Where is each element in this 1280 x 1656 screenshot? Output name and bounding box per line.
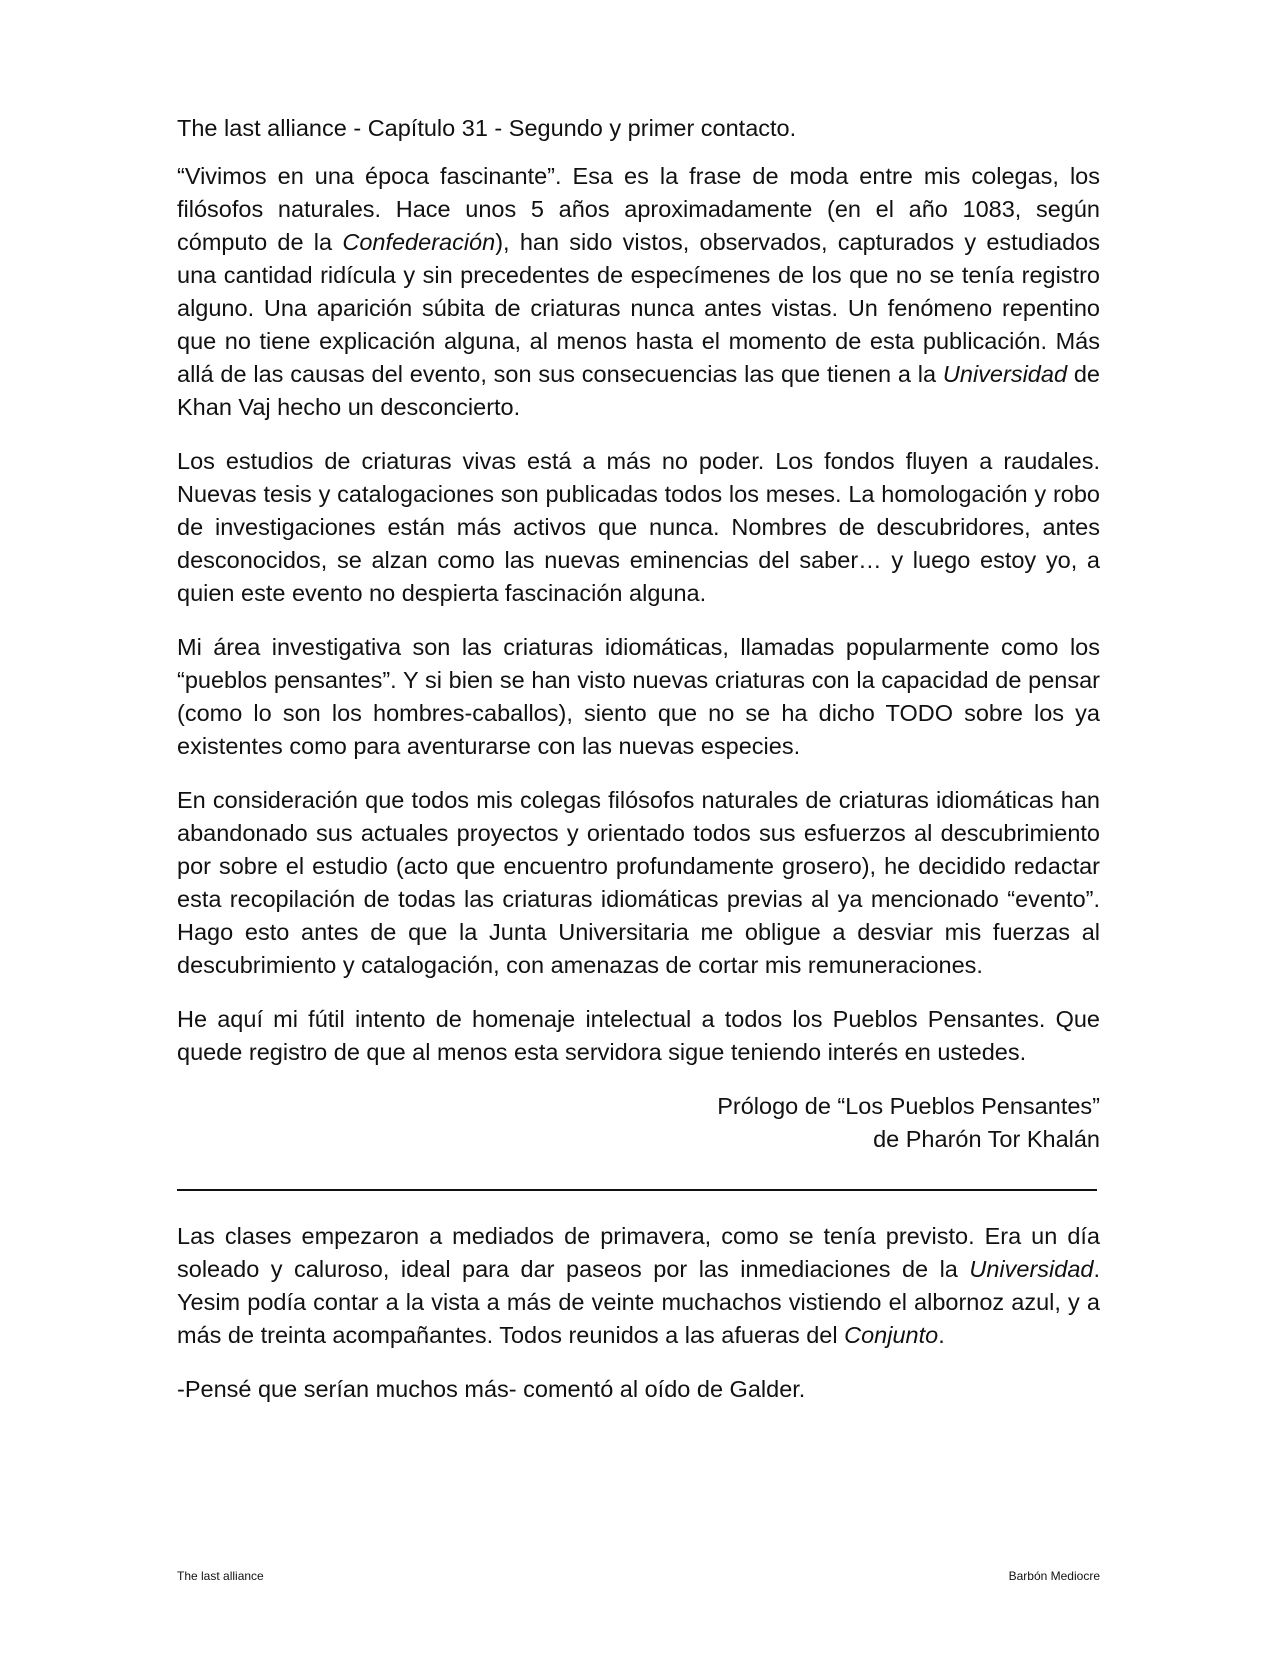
footer-author: Barbón Mediocre <box>1008 1569 1100 1583</box>
text-run: “Vivimos en una época fascinante”. Esa es la frase de moda entre mis colegas, los filósofos naturales. Hace unos 5 años aproximadamente (en el año 1083, según cómputo de la <box>177 163 1100 255</box>
prologue-paragraph-1 <box>177 160 1100 424</box>
story-paragraph-1 <box>177 1220 1100 1352</box>
italic-term-universidad: Universidad <box>969 1256 1094 1282</box>
document-page <box>177 112 1100 1427</box>
prologue-paragraph-4: En consideración que todos mis colegas filósofos naturales de criaturas idiomáticas han abandonado sus actuales proyectos y orientado todos sus esfuerzos al descubrimiento por sobre el estudio (acto que encuentro profundamente grosero), he decidido redactar esta recopilación de todas las criaturas idiomáticas previas al ya mencionado “evento”. Hago esto antes de que la Junta Universitaria me obligue a desviar mis fuerzas al descubrimiento y catalogación, con amenazas de cortar mis remuneraciones. <box>177 787 1100 978</box>
text-run: . <box>938 1322 945 1348</box>
prologue-paragraph-3: Mi área investigativa son las criaturas idiomáticas, llamadas popularmente como los “pueblos pensantes”. Y si bien se han visto nuevas criaturas con la capacidad de pensar (como lo son los hombres-caballos), siento que no se ha dicho TODO sobre los ya existentes como para aventurarse con las nuevas especies. <box>177 634 1100 759</box>
footer-book-title: The last alliance <box>177 1569 264 1583</box>
prologue-attribution <box>177 1090 1100 1156</box>
italic-term-conjunto: Conjunto <box>844 1322 939 1348</box>
text-run: Las clases empezaron a mediados de primavera, como se tenía previsto. Era un día soleado y caluroso, ideal para dar paseos por las inmediaciones de la <box>177 1223 1100 1282</box>
italic-term-universidad: Universidad <box>942 361 1068 387</box>
prologue-paragraph-2: Los estudios de criaturas vivas está a más no poder. Los fondos fluyen a raudales. Nuevas tesis y catalogaciones son publicadas todos los meses. La homologación y robo de investigaciones están más activos que nunca. Nombres de descubridores, antes desconocidos, se alzan como las nuevas eminencias del saber… y luego estoy yo, a quien este evento no despierta fascinación alguna. <box>177 448 1100 606</box>
section-divider <box>177 1189 1097 1191</box>
italic-term-confederacion: Confederación <box>342 229 496 255</box>
chapter-title: The last alliance - Capítulo 31 - Segundo y primer contacto. <box>177 115 797 141</box>
text-run: . Yesim podía contar a la vista a más de veinte muchachos vistiendo el albornoz azul, y a más de treinta acompañantes. Todos reunidos a las afueras del <box>177 1256 1100 1348</box>
text-run: ), han sido vistos, observados, capturados y estudiados una cantidad ridícula y sin precedentes de especímenes de los que no se tenía registro alguno. Una aparición súbita de criaturas nunca antes vistas. Un fenómeno repentino que no tiene explicación alguna, al menos hasta el momento de esta publicación. Más allá de las causas del evento, son sus consecuencias las que tienen a la <box>177 229 1100 387</box>
prologue-paragraph-5: He aquí mi fútil intento de homenaje intelectual a todos los Pueblos Pensantes. Que quede registro de que al menos esta servidora sigue teniendo interés en ustedes. <box>177 1006 1100 1065</box>
attribution-line-2: de Pharón Tor Khalán <box>873 1126 1100 1152</box>
story-paragraph-2: -Pensé que serían muchos más- comentó al oído de Galder. <box>177 1376 806 1402</box>
attribution-line-1: Prólogo de “Los Pueblos Pensantes” <box>717 1093 1100 1119</box>
text-run: de Khan Vaj hecho un desconcierto. <box>177 361 1100 420</box>
